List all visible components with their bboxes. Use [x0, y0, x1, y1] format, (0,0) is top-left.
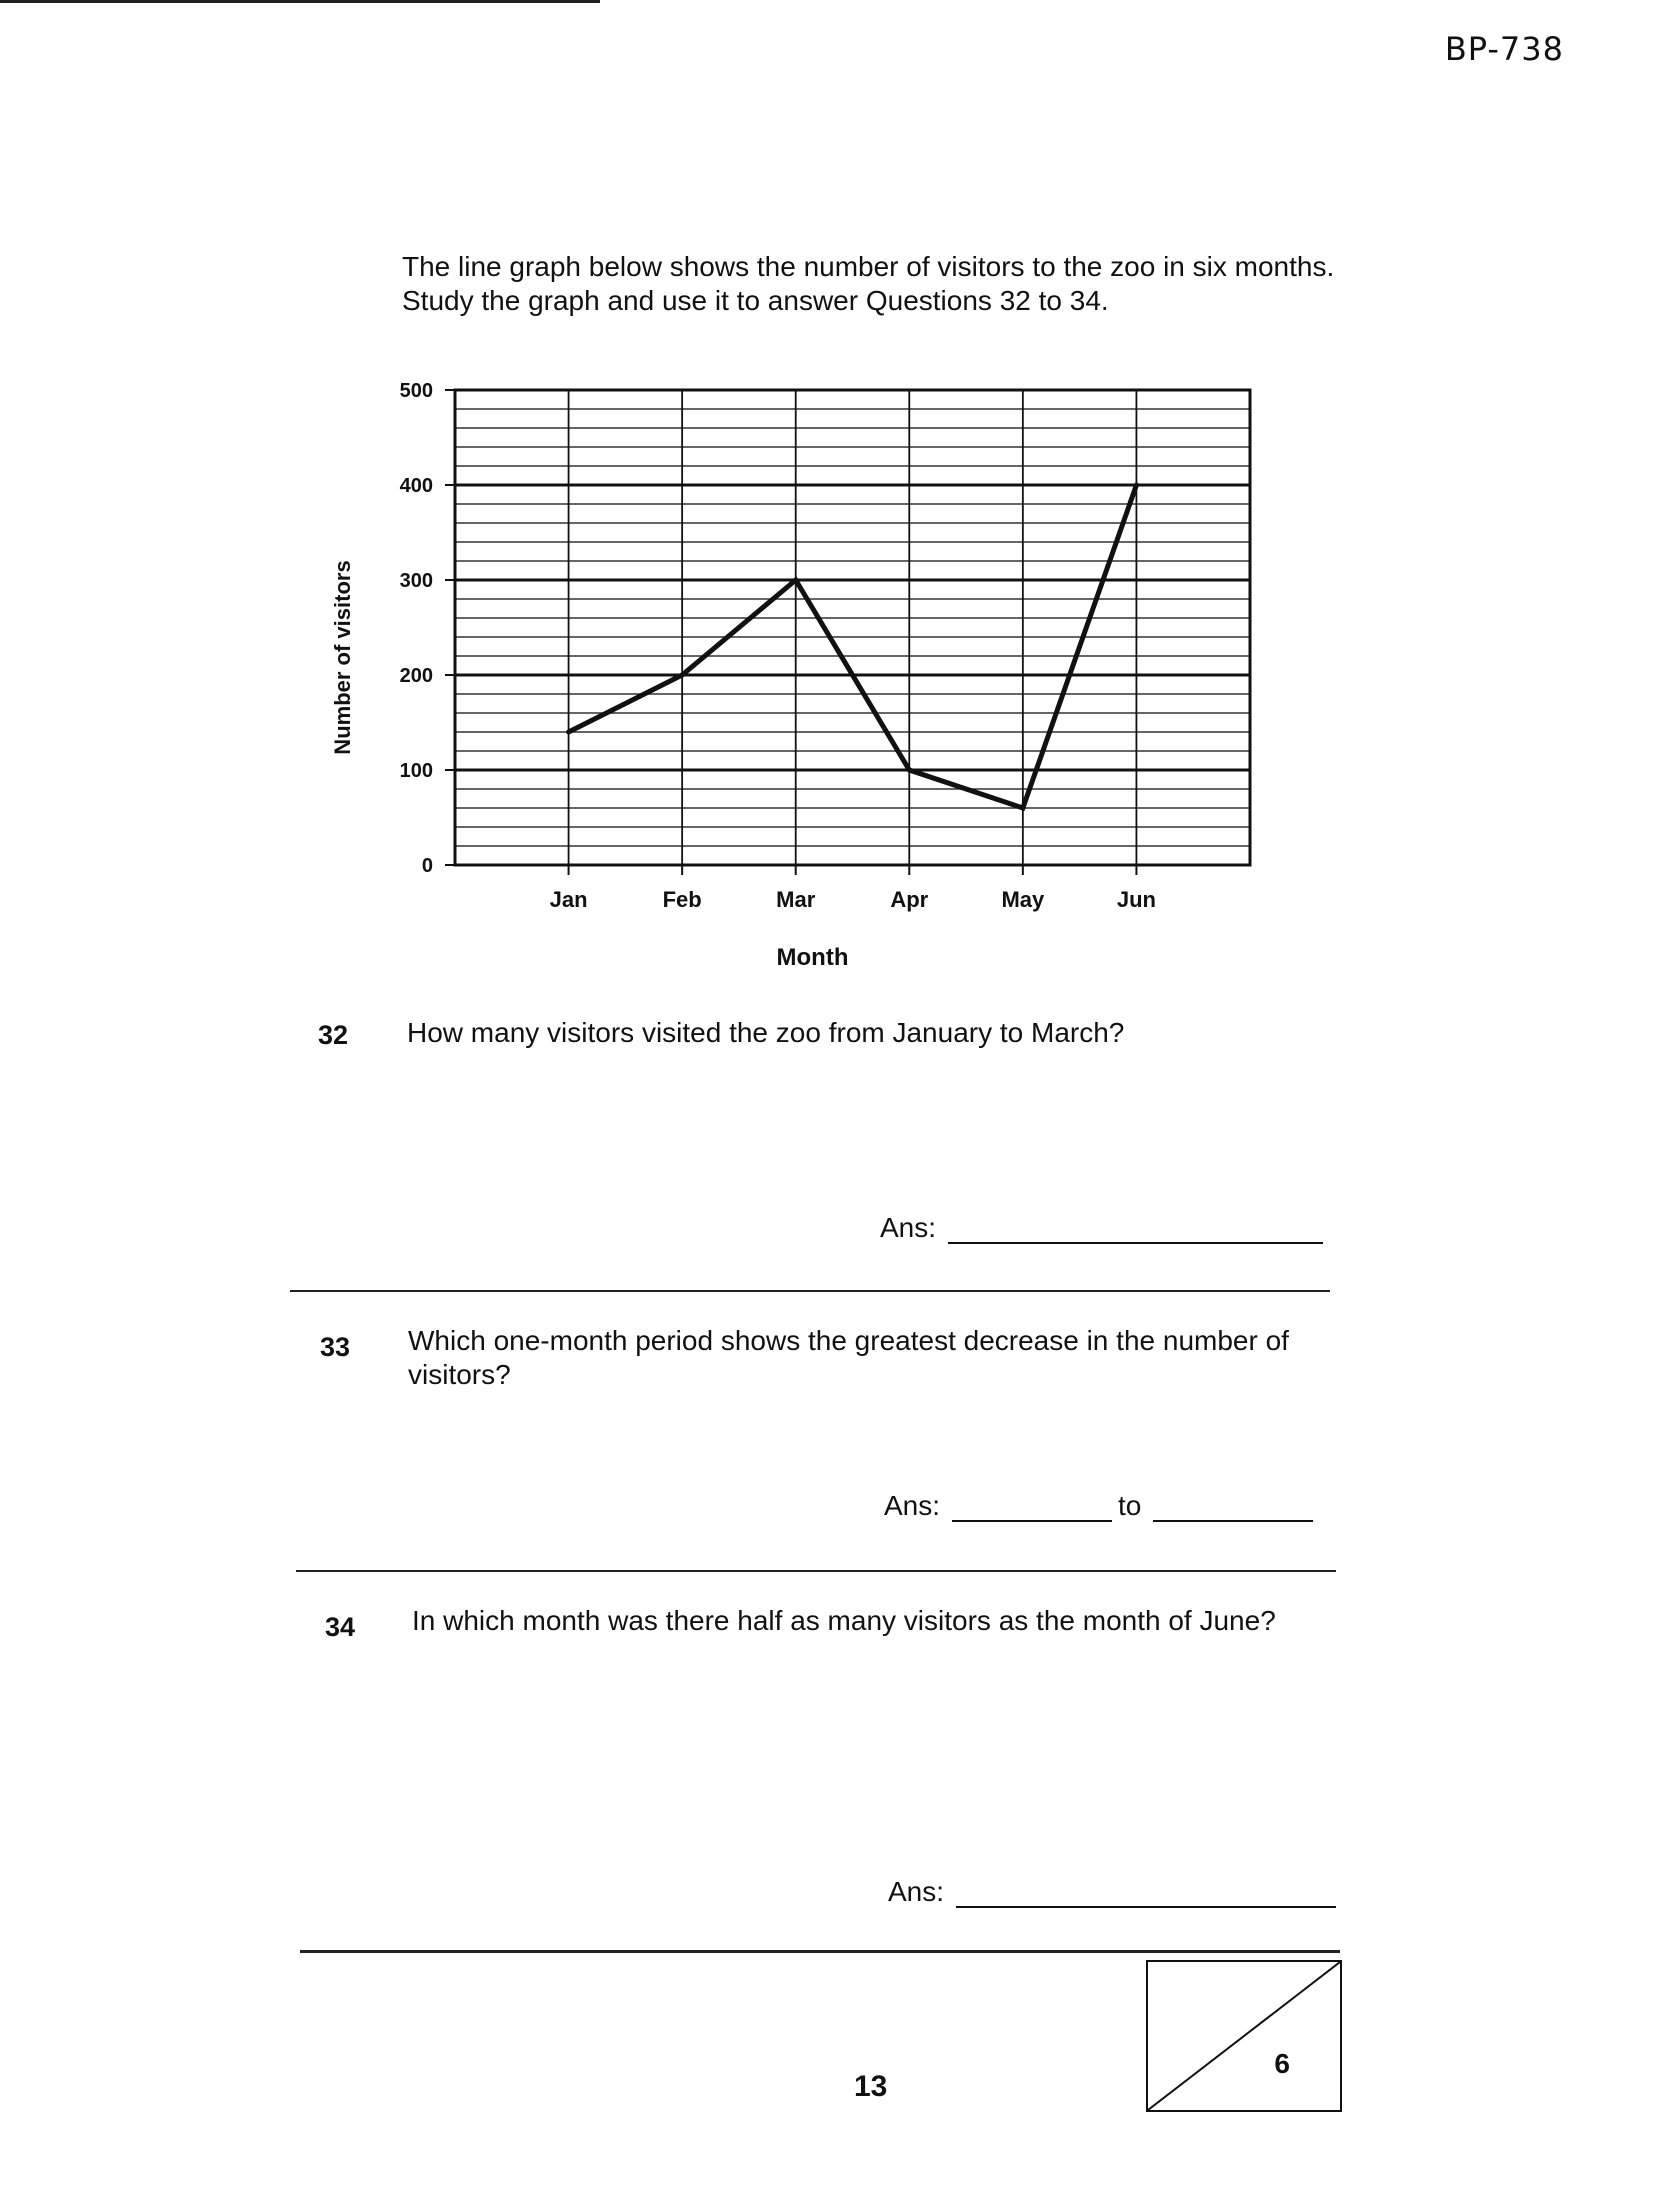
intro-text: The line graph below shows the number of visitors to the zoo in six months. Study the graph and use it to answer Questions 32 to 34.: [402, 251, 1335, 316]
y-tick-label: 500: [399, 380, 433, 402]
document-code: BP-738: [1444, 30, 1564, 68]
page-number: 13: [854, 2070, 888, 2103]
y-axis-label: Number of visitors: [330, 560, 355, 755]
x-tick-labels: [550, 865, 1156, 912]
y-tick-label: 200: [399, 665, 433, 687]
x-tick-label: Mar: [776, 887, 816, 912]
question-34-text: In which month was there half as many visitors as the month of June?: [412, 1605, 1276, 1636]
x-tick-label: Apr: [890, 887, 929, 912]
separator-33: [296, 1570, 1336, 1572]
question-34-answer-row: [888, 1876, 1336, 1908]
score-box: [1146, 1960, 1342, 2112]
y-tick-label: 100: [399, 760, 433, 782]
data-point: [1134, 483, 1139, 488]
minor-gridlines: [455, 409, 1250, 846]
question-33-answer-row: [884, 1490, 1313, 1522]
question-33-answer-blank-to[interactable]: [1153, 1492, 1313, 1522]
y-tick-label: 300: [399, 570, 433, 592]
question-33-ans-label: Ans:: [884, 1490, 941, 1521]
y-tick-label: 0: [421, 855, 433, 877]
question-32-ans-label: Ans:: [880, 1212, 937, 1243]
x-tick-label: Jun: [1116, 887, 1156, 912]
question-32-number: 32: [318, 1020, 349, 1050]
y-tick-labels: [400, 380, 455, 877]
data-point: [566, 730, 571, 735]
plot-frame: [455, 390, 1250, 865]
question-33-answer-blank-from[interactable]: [952, 1492, 1112, 1522]
question-32-answer-row: [880, 1212, 1323, 1244]
data-point: [1020, 806, 1025, 811]
question-33-number: 33: [320, 1332, 351, 1362]
question-32-text: How many visitors visited the zoo from January to March?: [407, 1017, 1125, 1048]
series-line-visitors: [569, 485, 1137, 808]
question-34-answer-blank[interactable]: [956, 1878, 1336, 1908]
data-point: [907, 768, 912, 773]
data-point: [680, 673, 685, 678]
question-32-answer-blank[interactable]: [948, 1214, 1323, 1244]
vertical-gridlines: [569, 390, 1137, 865]
data-point: [793, 578, 798, 583]
separator-34: [300, 1950, 1340, 1953]
x-axis-label: Month: [776, 944, 849, 971]
x-tick-label: May: [1001, 887, 1045, 912]
score-box-diagonal: [1148, 1962, 1340, 2110]
question-34-ans-label: Ans:: [888, 1876, 945, 1907]
separator-32: [290, 1290, 1330, 1292]
question-33-ans-joiner: to: [1118, 1490, 1142, 1521]
top-rule: [0, 0, 600, 3]
question-33-text: Which one-month period shows the greatest decrease in the number of visitors?: [408, 1325, 1289, 1390]
visitors-line-chart: [320, 360, 1280, 980]
y-tick-label: 400: [399, 475, 433, 497]
x-tick-label: Feb: [662, 887, 702, 912]
x-tick-label: Jan: [549, 887, 588, 912]
score-total: 6: [1274, 2048, 1290, 2079]
question-34-number: 34: [325, 1612, 356, 1642]
